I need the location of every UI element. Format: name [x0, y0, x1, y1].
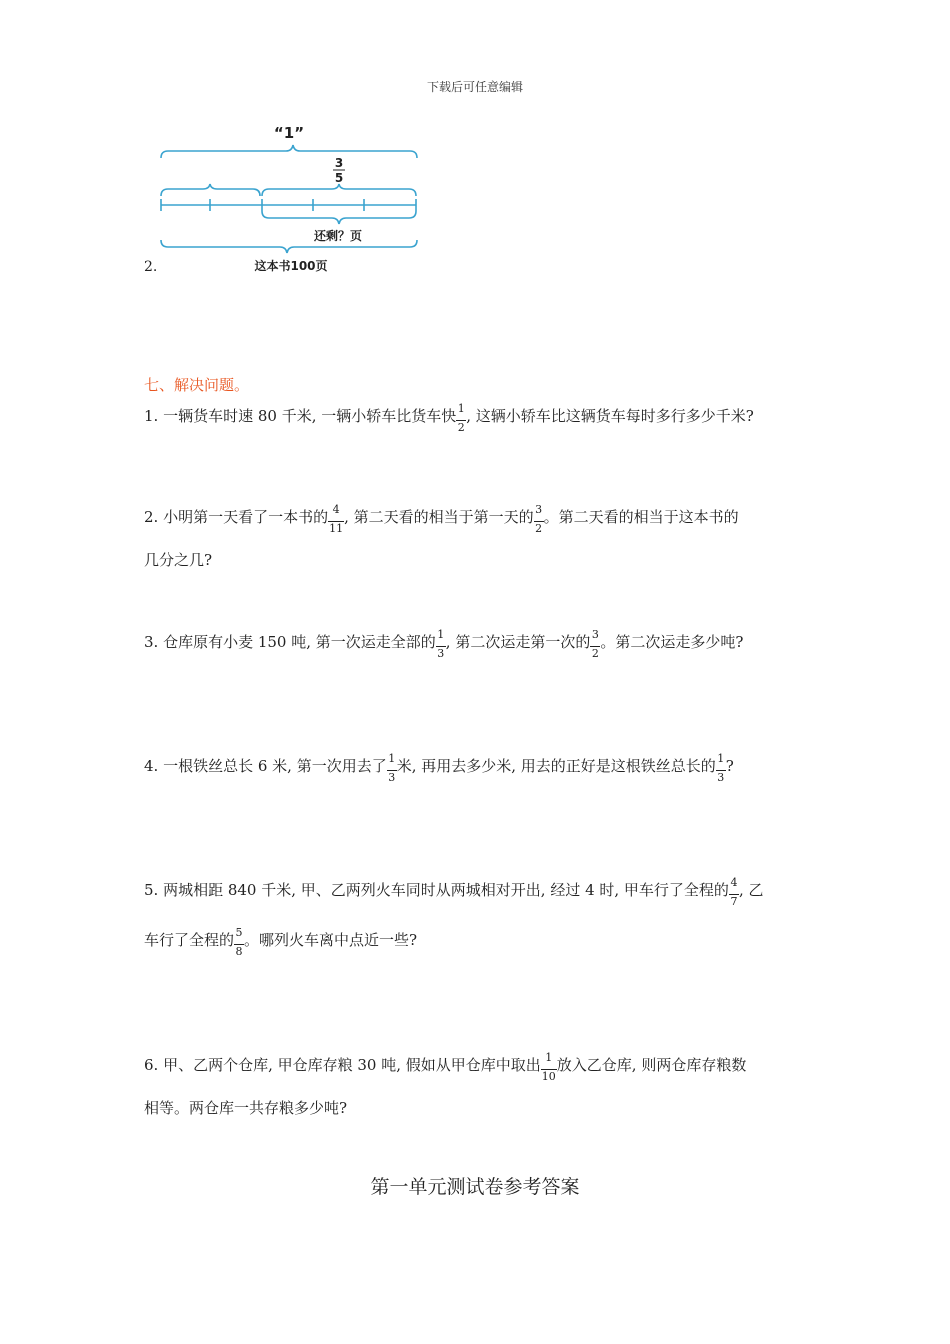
- top-brace: [161, 145, 417, 158]
- diagram-total-label: 这本书100页: [254, 259, 328, 273]
- section-title: 七、解决问题。: [144, 376, 250, 394]
- fraction: $\frac{1}{2}$: [457, 402, 465, 434]
- question-1: 1. 一辆货车时速 80 千米, 一辆小轿车比货车快 $\frac{1}{2}$ , 这辆小轿车比这辆货车每时多行多少千米?: [144, 402, 754, 434]
- line-segment-diagram: [0, 0, 950, 290]
- answers-title: 第一单元测试卷参考答案: [370, 1176, 580, 1198]
- question-2-line2: 几分之几?: [144, 551, 213, 569]
- fraction: $\frac{1}{3}$: [717, 752, 725, 784]
- remain-brace: [262, 211, 416, 224]
- question-2: 2. 小明第一天看了一本书的 $\frac{4}{11}$ , 第二天看的相当于第一天的 $\frac{3}{2}$ 。第二天看的相当于这本书的: [144, 503, 739, 535]
- fraction: $\frac{4}{11}$: [329, 503, 344, 535]
- question-6: 6. 甲、乙两个仓库, 甲仓库存粮 30 吨, 假如从甲仓库中取出 $\frac{1}{10}$ 放入乙仓库, 则两仓库存粮数: [144, 1051, 747, 1083]
- fraction: $\frac{3}{2}$: [535, 503, 543, 535]
- diagram-fraction-numerator: 3: [334, 156, 344, 170]
- fraction: $\frac{5}{8}$: [235, 926, 243, 958]
- question-5: 5. 两城相距 840 千米, 甲、乙两列火车同时从两城相对开出, 经过 4 时, 甲车行了全程的 $\frac{4}{7}$ , 乙: [144, 876, 764, 908]
- question-4: 4. 一根铁丝总长 6 米, 第一次用去了 $\frac{1}{3}$ 米, 再用去多少米, 用去的正好是这根铁丝总长的 $\frac{1}{3}$ ?: [144, 752, 734, 784]
- page-header: 下载后可任意编辑: [426, 80, 523, 94]
- diagram-remain-label: 还剩？页: [313, 229, 363, 243]
- fraction: $\frac{1}{3}$: [437, 628, 445, 660]
- question-5-line2: 车行了全程的 $\frac{5}{8}$ 。哪列火车离中点近一些?: [144, 926, 418, 958]
- right-brace: [262, 184, 416, 196]
- fraction: $\frac{4}{7}$: [730, 876, 738, 908]
- total-brace: [161, 240, 417, 253]
- fraction: $\frac{1}{3}$: [388, 752, 396, 784]
- diagram-top-label: “1”: [273, 124, 305, 142]
- left-brace: [161, 184, 260, 196]
- question-6-line2: 相等。两仓库一共存粮多少吨?: [144, 1099, 348, 1117]
- question-3: 3. 仓库原有小麦 150 吨, 第一次运走全部的 $\frac{1}{3}$ , 第二次运走第一次的 $\frac{3}{2}$ 。第二次运走多少吨?: [144, 628, 744, 660]
- fraction: $\frac{3}{2}$: [591, 628, 599, 660]
- diagram-number: 2.: [144, 259, 158, 275]
- fraction: $\frac{1}{10}$: [541, 1051, 556, 1083]
- diagram-fraction-denominator: 5: [334, 171, 344, 185]
